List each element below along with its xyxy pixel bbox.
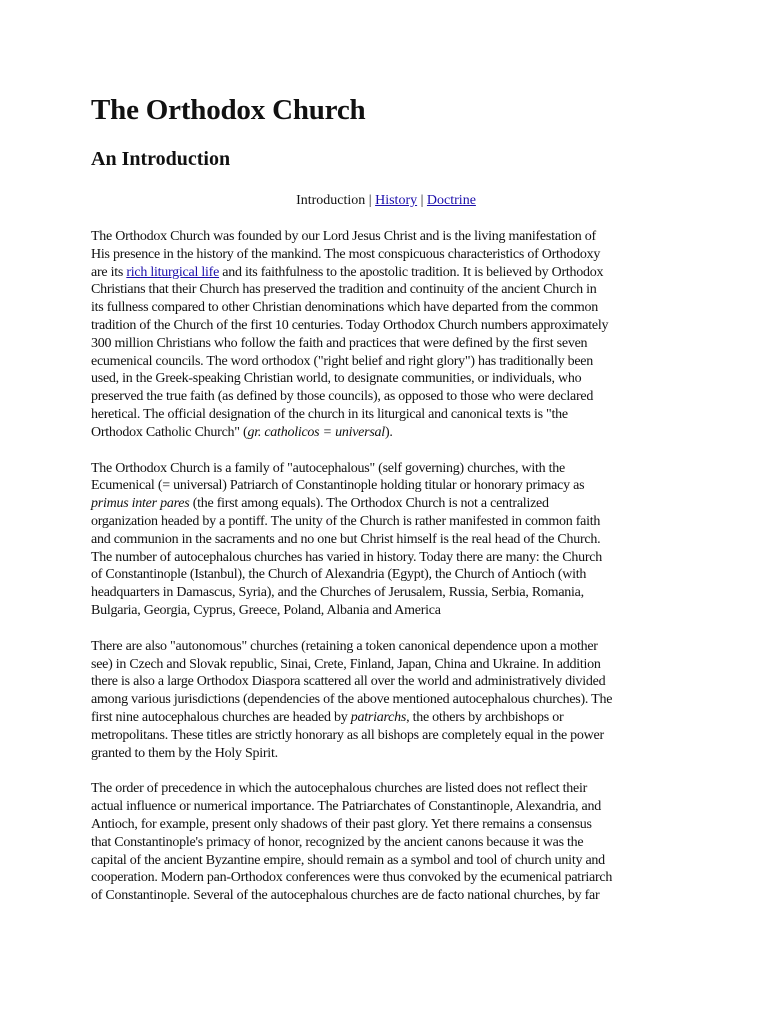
text-line: its fullness compared to other Christian denominations which have departed from the common — [91, 300, 599, 316]
text-line: Ecumenical (= universal) Patriarch of Constantinople holding titular or honorary primacy as — [91, 478, 585, 494]
text-line: cooperation. Modern pan-Orthodox conferences were thus convoked by the ecumenical patriarch — [91, 870, 613, 886]
article-body — [91, 228, 681, 923]
page-subtitle: An Introduction — [91, 148, 231, 170]
text-line: There are also "autonomous" churches (retaining a token canonical dependence upon a mother — [91, 638, 598, 654]
paragraph-1 — [91, 228, 681, 442]
text-line: of Constantinople. Several of the autocephalous churches are de facto national churches, by far — [91, 888, 600, 904]
text-line — [91, 495, 681, 513]
text-line — [91, 709, 681, 727]
text-line: that Constantinople's primacy of honor, recognized by the ancient canons because it was the — [91, 834, 584, 850]
text-line: see) in Czech and Slovak republic, Sinai, Crete, Finland, Japan, China and Ukraine. In addition — [91, 656, 601, 672]
paragraph-4 — [91, 780, 681, 905]
text-line: among various jurisdictions (dependencies of the above mentioned autocephalous churches). The — [91, 692, 613, 708]
page-title: The Orthodox Church — [91, 94, 366, 126]
text-line — [91, 424, 681, 442]
text-fragment: are its — [91, 264, 127, 280]
text-fragment: , the others by archbishops or — [406, 709, 564, 725]
text-line: there is also a large Orthodox Diaspora scattered all over the world and administratively divided — [91, 674, 606, 690]
text-line: metropolitans. These titles are strictly honorary as all bishops are completely equal in the power — [91, 727, 604, 743]
nav-separator: | — [420, 193, 424, 208]
text-fragment: (the first among equals). The Orthodox Church is not a centralized — [189, 496, 549, 512]
text-fragment: ). — [384, 424, 393, 440]
text-fragment: first nine autocephalous churches are headed by — [91, 709, 351, 725]
text-line: actual influence or numerical importance. The Patriarchates of Constantinople, Alexandria, and — [91, 799, 601, 815]
nav-separator: | — [368, 193, 372, 208]
text-fragment: and its faithfulness to the apostolic tradition. It is believed by Orthodox — [219, 264, 604, 280]
text-line: used, in the Greek-speaking Christian world, to designate communities, or individuals, who — [91, 371, 582, 387]
text-line: His presence in the history of the mankind. The most conspicuous characteristics of Orthodoxy — [91, 246, 601, 262]
nav-current-introduction: Introduction — [296, 193, 366, 208]
nav-link-doctrine[interactable]: Doctrine — [426, 193, 476, 208]
text-line: The Orthodox Church was founded by our Lord Jesus Christ and is the living manifestation of — [91, 229, 596, 244]
section-nav — [91, 192, 681, 210]
text-line: of Constantinople (Istanbul), the Church of Alexandria (Egypt), the Church of Antioch (with — [91, 567, 587, 583]
text-fragment: Orthodox Catholic Church" ( — [91, 424, 248, 440]
text-line: headquarters in Damascus, Syria), and the Churches of Jerusalem, Russia, Serbia, Romania, — [91, 585, 584, 601]
text-line: organization headed by a pontiff. The unity of the Church is rather manifested in common faith — [91, 513, 601, 529]
paragraph-3 — [91, 638, 681, 763]
text-line: preserved the true faith (as defined by those councils), as opposed to those who were declared — [91, 389, 594, 405]
text-line: Christians that their Church has preserved the tradition and continuity of the ancient Church in — [91, 282, 597, 298]
text-line: Bulgaria, Georgia, Cyprus, Greece, Poland, Albania and America — [91, 602, 441, 618]
text-line: heretical. The official designation of the church in its liturgical and canonical texts is "the — [91, 406, 568, 422]
text-line — [91, 264, 681, 282]
text-line: granted to them by the Holy Spirit. — [91, 745, 278, 761]
text-line: 300 million Christians who follow the faith and practices that were defined by the first seven — [91, 335, 588, 351]
text-line: Antioch, for example, present only shadows of their past glory. Yet there remains a consensus — [91, 816, 592, 832]
italic-text: patriarchs — [350, 709, 407, 725]
italic-text: gr. catholicos = universal — [247, 424, 385, 440]
text-line: and communion in the sacraments and no one but Christ himself is the real head of the Church. — [91, 531, 601, 547]
text-line: capital of the ancient Byzantine empire, should remain as a symbol and tool of church unity and — [91, 852, 605, 868]
nav-link-history[interactable]: History — [375, 193, 418, 208]
italic-text: primus inter pares — [91, 496, 190, 512]
text-line: The order of precedence in which the autocephalous churches are listed does not reflect their — [91, 781, 588, 797]
link-rich-liturgical-life[interactable]: rich liturgical life — [126, 264, 220, 280]
text-line: The number of autocephalous churches has varied in history. Today there are many: the Church — [91, 549, 602, 565]
text-line: ecumenical councils. The word orthodox ("right belief and right glory") has traditionally been — [91, 353, 594, 369]
text-line: tradition of the Church of the first 10 centuries. Today Orthodox Church numbers approximately — [91, 317, 609, 333]
paragraph-2 — [91, 460, 681, 620]
text-line: The Orthodox Church is a family of "autocephalous" (self governing) churches, with the — [91, 460, 565, 476]
